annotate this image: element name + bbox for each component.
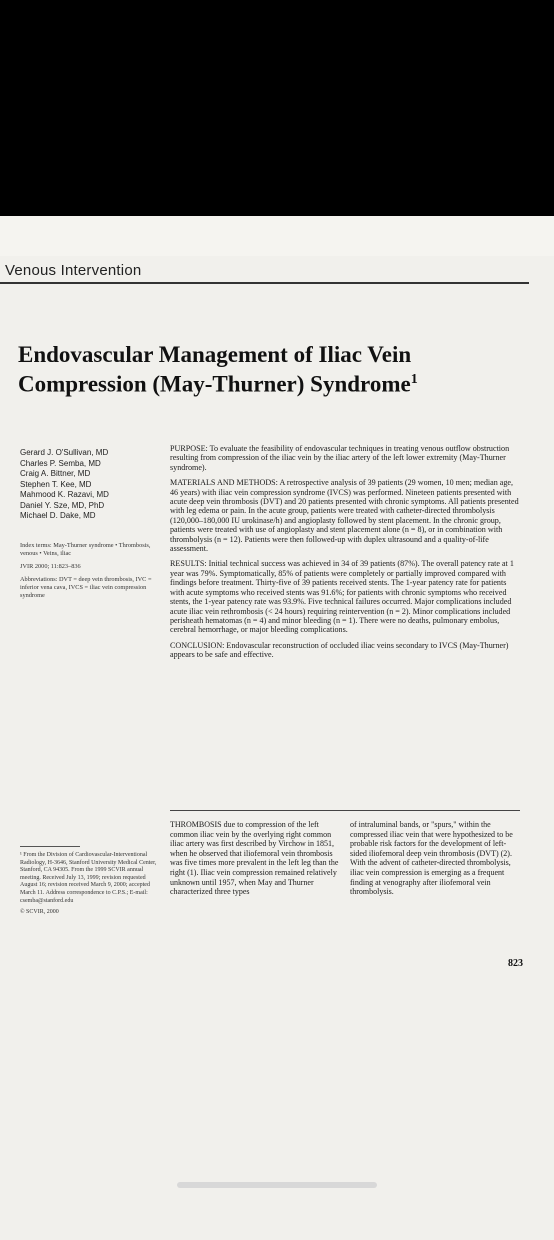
author: Charles P. Semba, MD	[20, 458, 101, 468]
author: Michael D. Dake, MD	[20, 511, 96, 520]
body-column-2: of intraluminal bands, or "spurs," within the compressed iliac vein that were hypothesized to be probable risk factors for the development of left-sided iliofemoral deep vein thrombosis (DVT) (2). With the advent of catheter-directed thrombolysis, iliac vein compression is emerging as a frequent finding at venography after iliofemoral vein thrombolysis.	[350, 820, 513, 897]
body-column-1: THROMBOSIS due to compression of the left common iliac vein by the overlying right common iliac artery was first described by Virchow in 1851, when he observed that iliofemoral vein thrombosis was five times more prevalent in the left leg than the right (1). Iliac vein compression remained relatively unknown until 1957, when May and Thurner characterized three types	[170, 820, 339, 897]
footnote-rule	[20, 846, 80, 847]
abstract	[170, 444, 520, 666]
author-list	[20, 448, 160, 522]
abstract-methods: MATERIALS AND METHODS: A retrospective analysis of 39 patients (29 women, 10 men; median age, 46 years) with iliac vein compression syndrome (IVCS) was performed. Nineteen patients presented with acute deep vein thrombosis (DVT) and 20 patients presented with chronic symptoms. All patients presented with leg edema or pain. In the acute group, patients were treated with catheter-directed thrombolysis (120,000–180,000 IU urokinase/h) and angioplasty followed by stent placement. In the chronic group, patients were treated with use of angioplasty and stent placement alone (n = 8), or in combination with thrombolysis (n = 12). Patients were then followed-up with duplex ultrasound and a quality-of-life assessment.	[170, 478, 519, 554]
page-top-margin	[0, 216, 554, 256]
author: Gerard J. O'Sullivan, MD	[20, 448, 109, 457]
author: Stephen T. Kee, MD	[20, 479, 92, 489]
home-indicator[interactable]	[177, 1182, 377, 1188]
article-title-text: Endovascular Management of Iliac Vein Compression (May-Thurner) Syndrome	[18, 342, 412, 397]
abstract-purpose: PURPOSE: To evaluate the feasibility of endovascular techniques in treating venous outflow obstruction resulting from compression of the iliac vein by the iliac artery of the left lower extremity (May-Thurner syndrome).	[170, 444, 510, 472]
abstract-rule	[170, 810, 520, 811]
section-rule	[0, 282, 529, 284]
author: Daniel Y. Sze, MD, PhD	[20, 500, 105, 510]
author: Craig A. Bittner, MD	[20, 469, 91, 478]
article-title	[18, 342, 478, 397]
author: Mahmood K. Razavi, MD	[20, 490, 109, 499]
index-terms: Index terms: May-Thurner syndrome • Thrombosis, venous • Veins, iliac	[20, 542, 151, 557]
journal-reference: JVIR 2000; 11:823–836	[20, 563, 81, 570]
footnote-copyright: © SCVIR, 2000	[20, 909, 59, 916]
abbreviations: Abbreviations: DVT = deep vein thrombosis, IVC = inferior vena cava, IVCS = iliac vein compression syndrome	[20, 576, 152, 599]
title-footnote-mark: 1	[410, 372, 418, 387]
section-label: Venous Intervention	[5, 262, 142, 279]
footnote-affiliation: ¹ From the Division of Cardiovascular-Interventional Radiology, H-3646, Stanford University Medical Center, Stanford, CA 94305. From the 1999 SCVIR annual meeting. Received July 13, 1999; revision requested August 16; revision received March 9, 2000; accepted March 11. Address correspondence to C.P.S.; E-mail: csemba@stanford.edu	[20, 852, 157, 904]
page-number: 823	[508, 958, 523, 969]
abstract-conclusion: CONCLUSION: Endovascular reconstruction of occluded iliac veins secondary to IVCS (May-Thurner) appears to be safe and effective.	[170, 640, 509, 660]
article-meta	[20, 542, 160, 605]
footnote	[20, 852, 160, 921]
abstract-results: RESULTS: Initial technical success was achieved in 34 of 39 patients (87%). The overall patency rate at 1 year was 79%. Symptomatically, 85% of patients were completely or partially improved compared with findings before treatment. Thirty-five of 39 patients received stents. The 1-year patency rate for patients with acute symptoms who received stents was 91.6%; for patients with chronic symptoms who received stents, the 1-year patency rate was 93.9%. Five technical failures occurred. Major complications included acute iliac vein rethrombosis (< 24 hours) requiring reintervention (n = 2). Minor complications included perisheath hematomas (n = 4) and minor bleeding (n = 1). There were no deaths, pulmonary embolus, cerebral hemorrhage, or major bleeding complications.	[170, 559, 514, 635]
journal-page	[0, 216, 554, 1240]
